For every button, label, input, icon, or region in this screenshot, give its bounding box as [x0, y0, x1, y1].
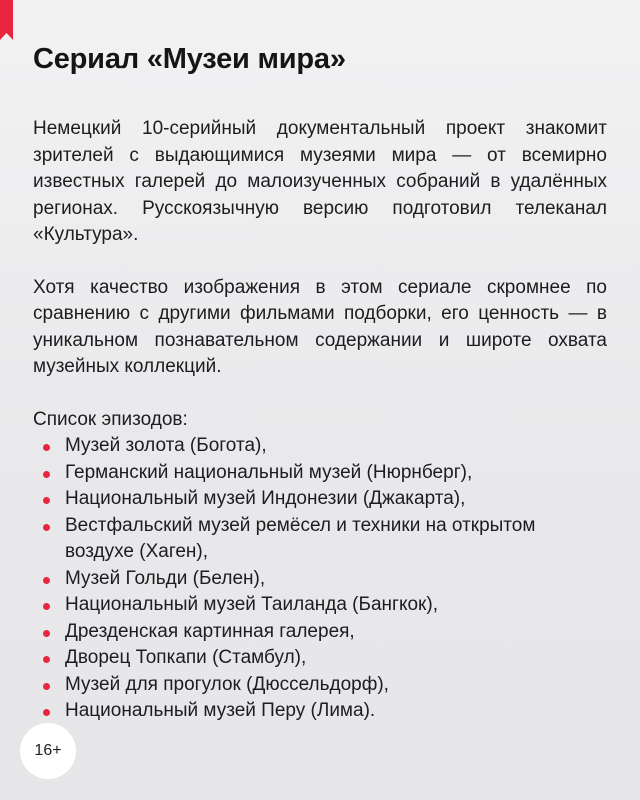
quality-paragraph: Хотя качество изображения в этом сериале скромнее по сравнению с другими фильмами подборки, его ценность — в уникальном познавательном содержании и широте охвата музейных коллекций. [33, 276, 607, 377]
age-rating-badge: 16+ [20, 723, 76, 779]
intro-paragraph: Немецкий 10-серийный документальный проект знакомит зрителей с выдающимися музеями мира — от всемирно известных галерей до малоизученных собраний в удалённых регионах. Русскоязычную версию подготовил телеканал «Культура». [33, 118, 607, 245]
episode-label: Дрезденская картинная галерея, [65, 620, 355, 642]
article-body [33, 116, 607, 725]
list-item [33, 566, 607, 593]
list-item [33, 486, 607, 513]
episode-label: Национальный музей Перу (Лима). [65, 700, 376, 721]
list-item [33, 433, 607, 460]
episode-label: Германский национальный музей (Нюрнберг), [65, 461, 473, 483]
list-item [33, 698, 607, 725]
episode-label: Национальный музей Таиланда (Бангкок), [65, 594, 438, 615]
episode-label: Музей золота (Богота), [65, 435, 267, 456]
page-title: Сериал «Музеи мира» [33, 43, 346, 75]
bookmark-icon [0, 0, 13, 40]
episodes-heading: Список эпизодов: [33, 408, 188, 430]
bullet-dot [43, 577, 50, 584]
bullet-dot [43, 656, 50, 663]
episode-list [33, 433, 607, 725]
list-item [33, 672, 607, 699]
bullet-dot [43, 524, 50, 531]
bullet-dot [43, 444, 50, 451]
bullet-dot [43, 683, 50, 690]
episode-label: Дворец Топкапи (Стамбул), [65, 647, 307, 668]
episode-label: Национальный музей Индонезии (Джакарта), [65, 488, 466, 509]
episode-label: Музей Гольди (Белен), [65, 567, 266, 589]
episode-label: Вестфальский музей ремёсел и техники на открытом воздухе (Хаген), [65, 514, 536, 562]
bullet-dot [43, 603, 50, 610]
bullet-dot [43, 497, 50, 504]
bullet-dot [43, 471, 50, 478]
list-item [33, 513, 607, 566]
bullet-dot [43, 630, 50, 637]
list-item [33, 619, 607, 646]
bullet-dot [43, 709, 50, 716]
list-item [33, 592, 607, 619]
list-item [33, 645, 607, 672]
episode-label: Музей для прогулок (Дюссельдорф), [65, 673, 389, 695]
list-item [33, 460, 607, 487]
